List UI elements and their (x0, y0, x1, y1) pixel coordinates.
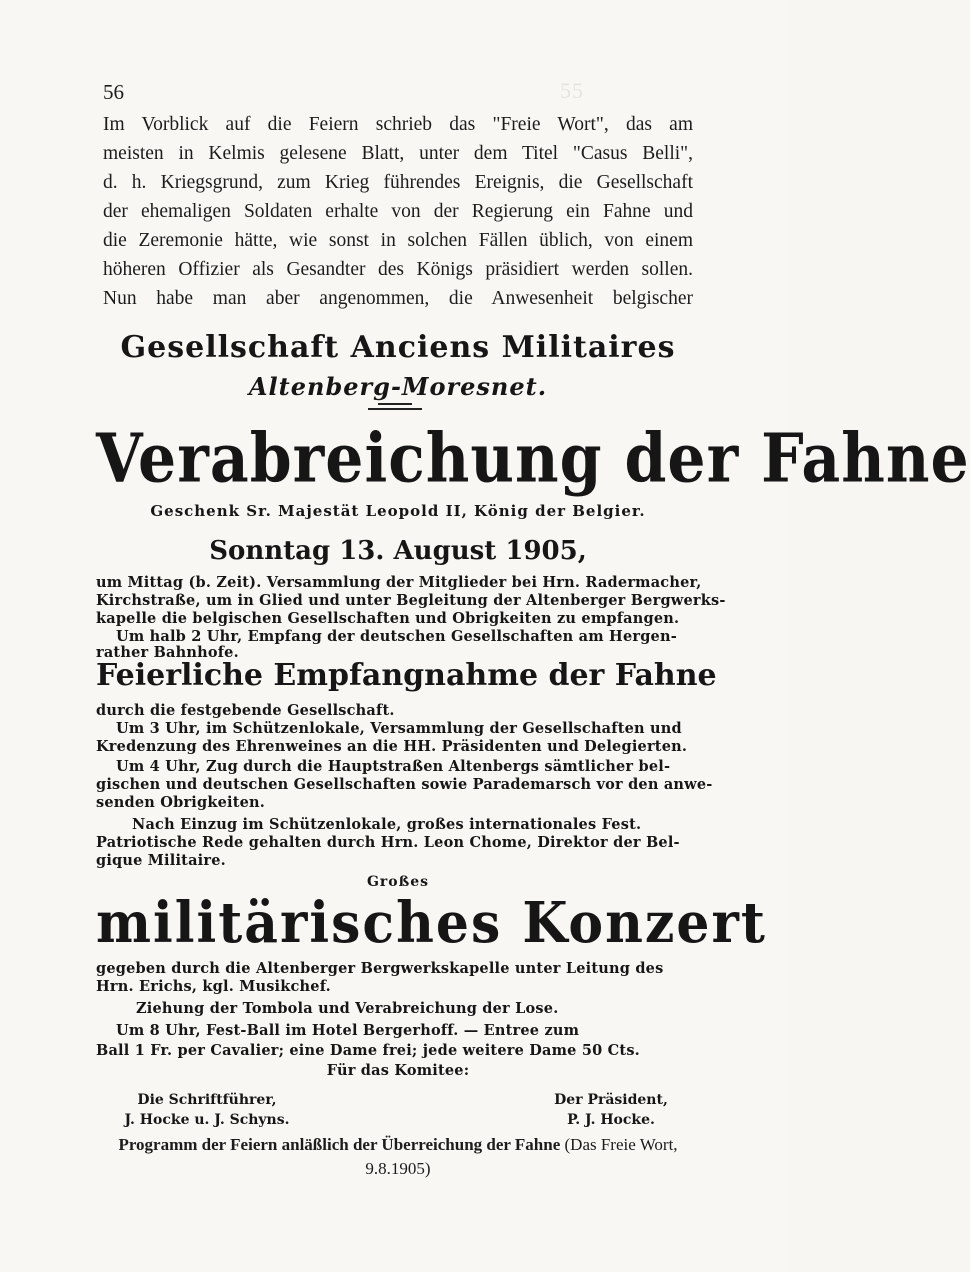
clipping-body-line: Ziehung der Tombola und Verabreichung der Lose. (136, 1000, 559, 1017)
clipping-body-line: Um 8 Uhr, Fest-Ball im Hotel Bergerhoff. — Entree zum (116, 1022, 580, 1039)
clipping-gift-line: Geschenk Sr. Majestät Leopold II, König der Belgier. (150, 502, 646, 520)
clipping-date: Sonntag 13. August 1905, (209, 536, 587, 566)
clipping-body-line: Patriotische Rede gehalten durch Hrn. Leon Chome, Direktor der Bel- (96, 834, 680, 851)
intro-paragraph (103, 110, 693, 313)
clipping-committee-line: Für das Komitee: (326, 1062, 470, 1079)
clipping-divider (368, 408, 422, 410)
clipping-headline: Verabreichung der Fahne (96, 420, 970, 499)
clipping-body-line: senden Obrigkeiten. (96, 794, 266, 811)
intro-line: der ehemaligen Soldaten erhalte von der Regierung ein Fahne und (103, 201, 693, 222)
clipping-body-line: durch die festgebende Gesellschaft. (96, 702, 395, 719)
intro-line: d. h. Kriegsgrund, zum Krieg führendes Ereignis, die Gesellschaft (103, 172, 693, 193)
signature-secretaries (112, 1090, 302, 1130)
clipping-body-line: Hrn. Erichs, kgl. Musikchef. (96, 978, 331, 995)
page-number: 56 (103, 80, 124, 104)
bleed-through-mark: 55 (560, 78, 584, 103)
clipping-body-line: Um 4 Uhr, Zug durch die Hauptstraßen Altenbergs sämtlicher bel- (116, 758, 671, 775)
clipping-body-line: Ball 1 Fr. per Cavalier; eine Dame frei; jede weitere Dame 50 Cts. (96, 1042, 640, 1059)
signature-president-name: P. J. Hocke. (567, 1112, 655, 1128)
clipping-body-line: Kirchstraße, um in Glied und unter Begleitung der Altenberger Bergwerks- (96, 592, 726, 609)
clipping-concert-heading: militärisches Konzert (96, 890, 767, 956)
clipping-body-line: Um halb 2 Uhr, Empfang der deutschen Gesellschaften am Hergen- (116, 628, 677, 645)
clipping-body-line: gischen und deutschen Gesellschaften sowie Parademarsch vor den anwe- (96, 776, 713, 793)
intro-line: meisten in Kelmis gelesene Blatt, unter dem Titel "Casus Belli", (103, 143, 693, 164)
clipping-body-line: um Mittag (b. Zeit). Versammlung der Mitglieder bei Hrn. Radermacher, (96, 574, 702, 591)
clipping-body-line: rather Bahnhofe. (96, 644, 239, 661)
figure-caption (103, 1133, 693, 1181)
signature-secretaries-role: Die Schriftführer, (137, 1092, 277, 1108)
clipping-body-line: gique Militaire. (96, 852, 226, 869)
clipping-subtitle: Altenberg-Moresnet. (248, 372, 548, 401)
caption-title: Programm der Feiern anläßlich der Überreichung der Fahne (118, 1135, 561, 1154)
clipping-subhead: Feierliche Empfangnahme der Fahne (96, 658, 717, 693)
intro-line: Nun habe man aber angenommen, die Anwesenheit belgischer (103, 288, 693, 309)
clipping-body-line: gegeben durch die Altenberger Bergwerkskapelle unter Leitung des (96, 960, 664, 977)
clipping-body-line: Nach Einzug im Schützenlokale, großes internationales Fest. (132, 816, 642, 833)
intro-line: Im Vorblick auf die Feiern schrieb das "Freie Wort", das am (103, 114, 693, 135)
clipping-body-line: kapelle die belgischen Gesellschaften und Obrigkeiten zu empfangen. (96, 610, 680, 627)
clipping-body-line: Kredenzung des Ehrenweines an die HH. Präsidenten und Delegierten. (96, 738, 688, 755)
signature-president (526, 1090, 696, 1130)
signature-secretaries-names: J. Hocke u. J. Schyns. (124, 1112, 290, 1128)
signature-president-role: Der Präsident, (554, 1092, 668, 1108)
clipping-title: Gesellschaft Anciens Militaires (120, 330, 676, 365)
clipping-gross-label: Großes (366, 874, 430, 890)
intro-line: höheren Offizier als Gesandter des Königs präsidiert werden sollen. (103, 259, 693, 280)
newspaper-clipping (96, 330, 970, 1130)
intro-line: die Zeremonie hätte, wie sonst in solchen Fällen üblich, von einem (103, 230, 693, 251)
caption-source: (Das Freie Wort, 9.8.1905) (365, 1135, 678, 1178)
clipping-body-line: Um 3 Uhr, im Schützenlokale, Versammlung der Gesellschaften und (116, 720, 682, 737)
